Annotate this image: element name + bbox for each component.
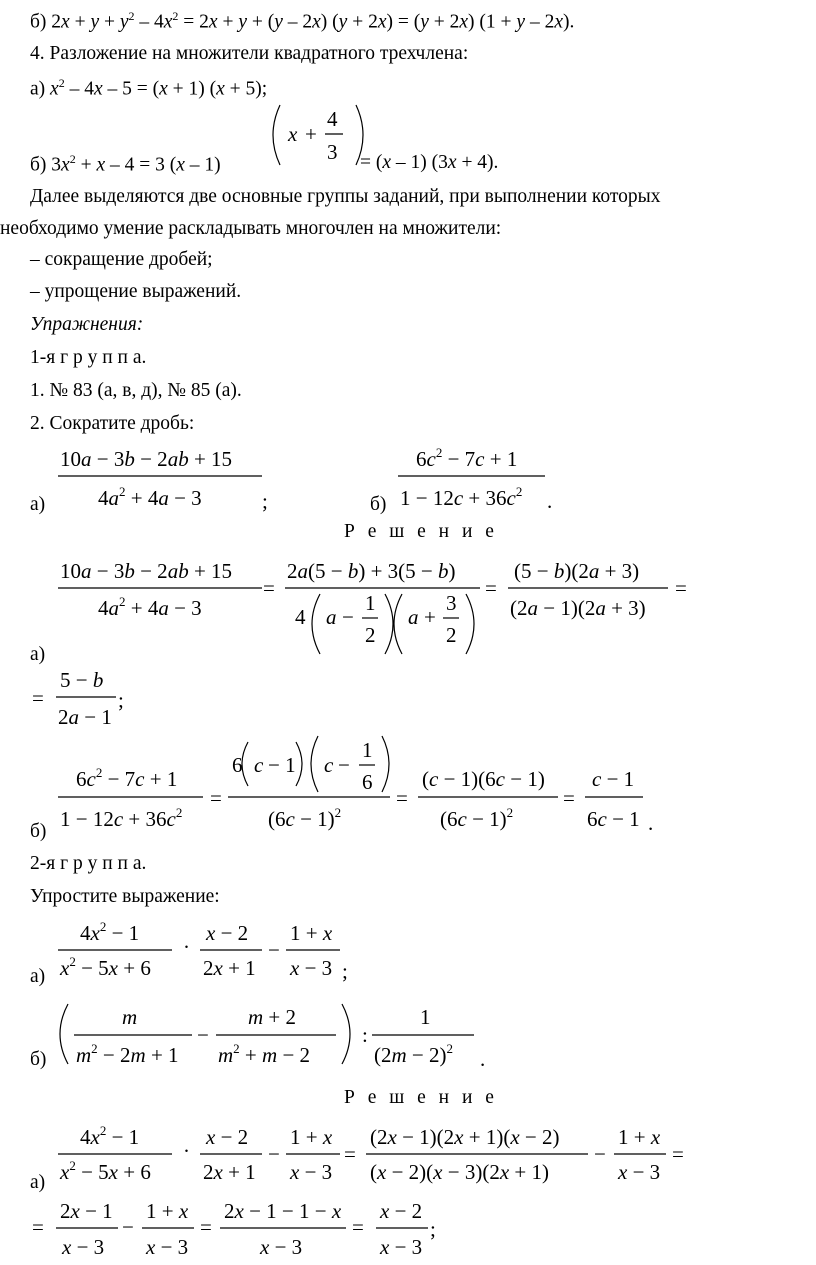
svg-text:+: + [424,605,436,629]
svg-text:·: · [183,1139,190,1163]
svg-text:(6c − 1)2: $(6c - 1)^2$ [440,805,514,831]
svg-text:=: = [200,1215,212,1239]
simplify-heading: Упростите выражение: [30,886,220,907]
svg-text:1 + x: 1 + x [146,1199,189,1223]
svg-text:2x + 1: 2x + 1 [203,1160,256,1184]
dash-item-1: – сокращение дробей; [30,249,213,270]
section-heading-4: 4. Разложение на множители квадратного трехчлена: [30,43,469,64]
svg-text:4a2 + 4a − 3: $4a^2 + 4a - 3$ [98,484,202,510]
svg-text:x − 2: x − 2 [380,1199,423,1223]
svg-text:=: = [32,1215,44,1239]
svg-text:(2x − 1)(2x + 1)(x − 2): (2x − 1)(2x + 1)(x − 2) [370,1125,560,1149]
solution-heading-2: Р е ш е н и е [344,1087,498,1108]
svg-text:5 − b: 5 − b [60,668,104,692]
svg-text:2x − 1: 2x − 1 [60,1199,113,1223]
formula-task-2a [58,447,268,513]
svg-text:1 + x: 1 + x [290,921,333,945]
paragraph-line-1: Далее выделяются две основные группы заданий, при выполнении которых [30,186,661,207]
svg-text:2a − 1: 2a − 1 [58,705,112,729]
svg-text:=: = [210,786,222,810]
label-a-1: а) [30,494,46,515]
formula-simplify-b [60,1004,485,1071]
svg-text:x − 3: x − 3 [146,1235,189,1259]
svg-text:c: c [254,753,264,777]
svg-text:=: = [352,1215,364,1239]
svg-text:(5 − b)(2a + 3): (5 − b)(2a + 3) [514,559,640,583]
task-2: 2. Сократите дробь: [30,413,195,434]
svg-text:3: 3 [327,140,338,164]
svg-text:−: − [338,753,350,777]
svg-text:;: ; [262,489,268,513]
svg-text:2x + 1: 2x + 1 [203,956,256,980]
svg-text:1: 1 [365,591,376,615]
svg-text:;: ; [342,959,348,983]
svg-text:x − 3: x − 3 [380,1235,423,1259]
svg-text:1 − 12c + 36c2: $1 - 12c + 36c^2$ [400,484,523,510]
svg-text:+: + [305,122,317,146]
svg-text:=: = [263,576,275,600]
formula-x-plus-4-thirds [273,105,363,165]
svg-text:−: − [268,938,280,962]
svg-text:1 + x: 1 + x [618,1125,661,1149]
svg-text:m2 − 2m + 1: $m^2 - 2m + 1$ [76,1041,179,1067]
svg-text:2x − 1 − 1 − x: 2x − 1 − 1 − x [224,1199,342,1223]
label-b-1: б) [370,494,387,515]
label-b-3: б) [30,1049,47,1070]
svg-text:1: 1 [420,1005,431,1029]
line-1: б) $2x + y + y^2 - 4x^2 = 2x + y + (y - 2x) (y + 2x) = (y + 2x) (1 + y - 2x)$. [30,9,575,33]
svg-text:x: x [288,122,298,146]
formula-solution-b [58,736,653,835]
label-b-2: б) [30,821,47,842]
svg-text:x − 3: x − 3 [62,1235,105,1259]
svg-text:(x − 2)(x − 3)(2x + 1): (x − 2)(x − 3)(2x + 1) [370,1160,550,1184]
svg-text:10a − 3b − 2ab + 15: 10a − 3b − 2ab + 15 [60,447,233,471]
svg-text:−: − [197,1023,209,1047]
label-a-4: а) [30,1172,46,1193]
svg-text:4a2 + 4a − 3: $4a^2 + 4a - 3$ [98,594,202,620]
svg-text:(6c − 1)2: $(6c - 1)^2$ [268,805,342,831]
svg-text::: : [362,1023,368,1047]
svg-text:m2 + m − 2: $m^2 + m - 2$ [218,1041,311,1067]
svg-text:=: = [344,1142,356,1166]
svg-text:(2m − 2)2: $(2m - 2)^2$ [374,1041,454,1067]
svg-text:;: ; [430,1217,436,1241]
formula-simplify-a-solution [58,1123,684,1184]
dash-item-2: – упрощение выражений. [30,281,242,302]
formula-task-2b [398,445,552,513]
svg-text:4: 4 [327,107,338,131]
svg-text:m: m [122,1005,138,1029]
svg-text:x − 3: x − 3 [618,1160,661,1184]
svg-text:=: = [563,786,575,810]
task-1: 1. № 83 (а, в, д), № 85 (а). [30,380,242,401]
svg-text:x − 2: x − 2 [206,1125,249,1149]
svg-text:− 1: − 1 [268,753,296,777]
svg-text:c − 1: c − 1 [592,767,635,791]
svg-text:1 − 12c + 36c2: $1 - 12c + 36c^2$ [60,805,183,831]
paragraph-line-2: необходимо умение раскладывать многочлен на множители: [0,218,502,239]
svg-text:−: − [122,1215,134,1239]
svg-text:2: 2 [446,623,457,647]
line-3: а) $x^2 - 4x - 5 = (x + 1) (x + 5)$; [30,76,268,100]
svg-text:−: − [268,1142,280,1166]
svg-text:(2a − 1)(2a + 3): (2a − 1)(2a + 3) [510,596,646,620]
svg-text:.: . [480,1047,486,1071]
svg-text:x − 3: x − 3 [290,1160,333,1184]
exercises-heading: Упражнения: [30,314,144,335]
formula-simplify-a-result [32,1199,436,1259]
svg-text:a: a [408,605,419,629]
formula-simplify-a [58,919,348,983]
formula-solution-a-result [32,668,124,729]
svg-text:=: = [396,786,408,810]
svg-text:4: 4 [295,605,306,629]
label-a-2: а) [30,644,46,665]
svg-text:10a − 3b − 2ab + 15: 10a − 3b − 2ab + 15 [60,559,233,583]
svg-text:−: − [342,605,354,629]
svg-text:4x2 − 1: $4x^2 - 1$ [80,1123,140,1149]
svg-text:m + 2: m + 2 [248,1005,297,1029]
svg-text:x2 − 5x + 6: $x^2 - 5x + 6$ [60,1158,151,1184]
svg-text:6: 6 [232,753,243,777]
svg-text:6c − 1: 6c − 1 [587,807,640,831]
svg-text:1 + x: 1 + x [290,1125,333,1149]
svg-text:3: 3 [446,591,457,615]
svg-text:.: . [547,489,553,513]
svg-text:4x2 − 1: $4x^2 - 1$ [80,919,140,945]
svg-text:x − 2: x − 2 [206,921,249,945]
svg-text:;: ; [118,688,124,712]
group-1-heading: 1-я г р у п п а. [30,347,147,368]
line-4: б) $3x^2 + x - 4 = 3$ (x – 1) [30,152,221,176]
line-4-end: = (x – 1) (3x + 4). [360,152,499,173]
svg-text:=: = [32,686,44,710]
svg-text:x2 − 5x + 6: $x^2 - 5x + 6$ [60,954,151,980]
svg-text:=: = [675,576,687,600]
svg-text:a: a [326,605,337,629]
svg-text:.: . [648,811,654,835]
label-a-3: а) [30,966,46,987]
svg-text:6: 6 [362,770,373,794]
svg-text:6c2 − 7c + 1: $6c^2 - 7c + 1$ [76,765,178,791]
svg-text:2a(5 − b) + 3(5 − b): 2a(5 − b) + 3(5 − b) [287,559,456,583]
svg-text:c: c [324,753,334,777]
svg-text:1: 1 [362,738,373,762]
group-2-heading: 2-я г р у п п а. [30,853,147,874]
svg-text:(c − 1)(6c − 1): (c − 1)(6c − 1) [422,767,545,791]
formula-solution-a [58,559,687,654]
svg-text:6c2 − 7c + 1: $6c^2 - 7c + 1$ [416,445,518,471]
svg-text:·: · [183,935,190,959]
svg-text:x − 3: x − 3 [290,956,333,980]
svg-text:2: 2 [365,623,376,647]
svg-text:=: = [485,576,497,600]
solution-heading-1: Р е ш е н и е [344,521,498,542]
svg-text:=: = [672,1142,684,1166]
svg-text:−: − [594,1142,606,1166]
svg-text:x − 3: x − 3 [260,1235,303,1259]
